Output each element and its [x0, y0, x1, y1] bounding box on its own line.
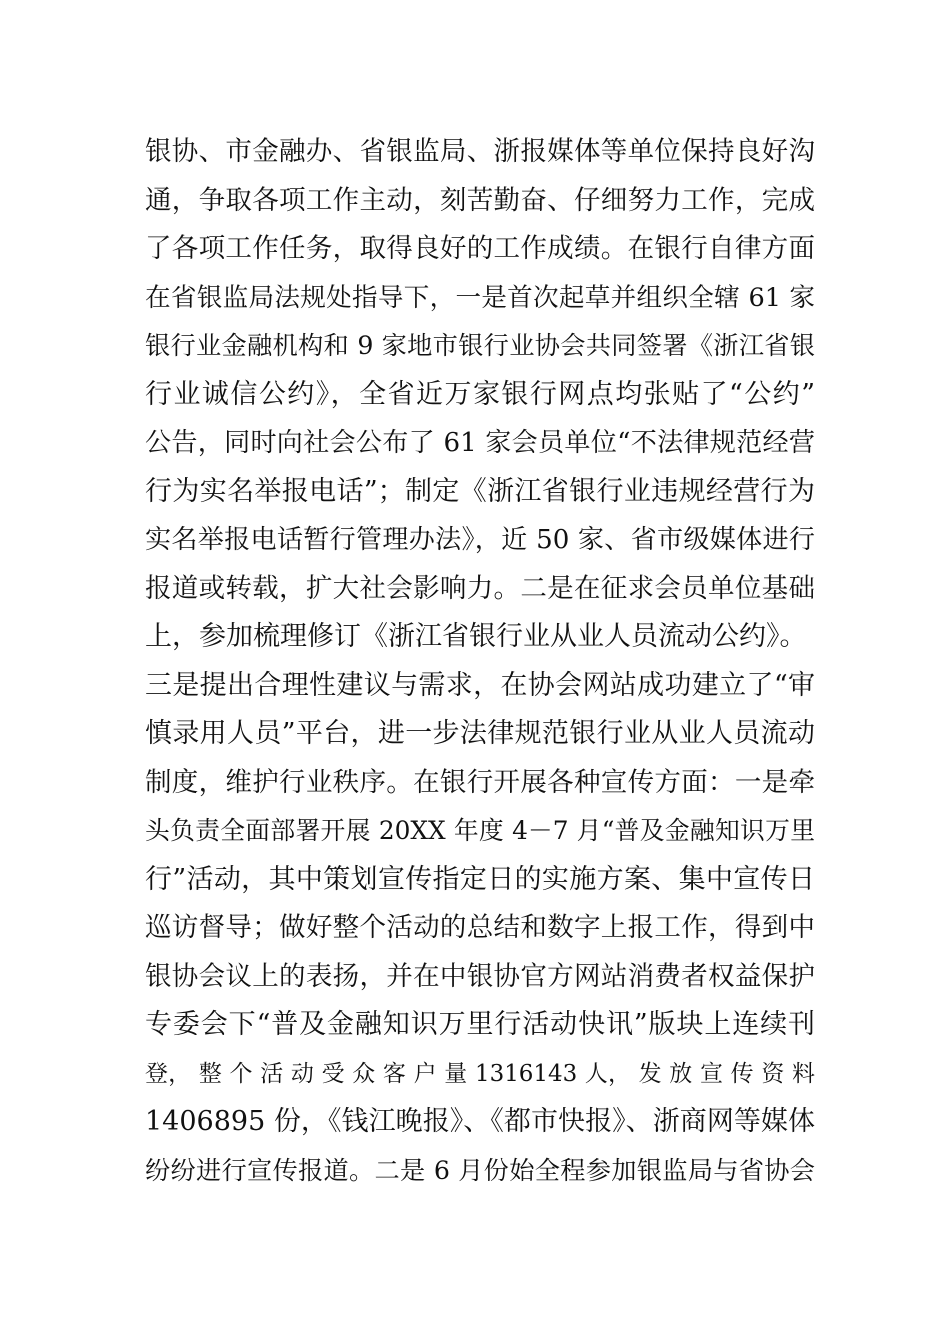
text-line: 公告，同时向社会公布了 61 家会员单位“不法律规范经营: [145, 428, 815, 458]
text-line: 通，争取各项工作主动，刻苦勤奋、仔细努力工作，完成: [145, 184, 815, 216]
text-line: 1406895 份，《钱江晚报》、《都市快报》、浙商网等媒体: [145, 1106, 815, 1137]
text-line: 登， 整 个 活 动 受 众 客 户 量 1316143 人， 发 放 宣 传 资 料: [145, 1060, 815, 1087]
text-line: 银协会议上的表扬，并在中银协官方网站消费者权益保护: [145, 960, 815, 992]
text-line: 头负责全面部署开展 20XX 年度 4－7 月“普及金融知识万里: [145, 816, 815, 845]
text-line: 上，参加梳理修订《浙江省银行业从业人员流动公约》。: [145, 621, 807, 652]
text-line: 银协、市金融办、省银监局、浙报媒体等单位保持良好沟: [145, 136, 815, 167]
text-line: 巡访督导；做好整个活动的总结和数字上报工作，得到中: [145, 912, 815, 943]
text-line: 制度，维护行业秩序。在银行开展各种宣传方面：一是牵: [145, 766, 815, 798]
text-line: 银行业金融机构和 9 家地市银行业协会共同签署《浙江省银: [145, 331, 815, 360]
text-line: 专委会下“普及金融知识万里行活动快讯”版块上连续刊: [145, 1009, 815, 1040]
text-line: 报道或转载，扩大社会影响力。二是在征求会员单位基础: [145, 572, 815, 604]
text-line: 在省银监局法规处指导下，一是首次起草并组织全辖 61 家: [145, 282, 815, 313]
text-line: 行”活动，其中策划宣传指定日的实施方案、集中宣传日: [145, 863, 815, 895]
text-line: 行为实名举报电话”；制定《浙江省银行业违规经营行为: [145, 475, 815, 507]
text-line: 纷纷进行宣传报道。二是 6 月份始全程参加银监局与省协会: [145, 1155, 815, 1185]
text-line: 行业诚信公约》，全省近万家银行网点均张贴了“公约”: [145, 378, 815, 410]
text-line: 慎录用人员”平台，进一步法律规范银行业从业人员流动: [145, 718, 815, 749]
text-line: 了各项工作任务，取得良好的工作成绩。在银行自律方面: [145, 233, 815, 264]
text-line: 实名举报电话暂行管理办法》，近 50 家、省市级媒体进行: [145, 525, 815, 555]
body-paragraph: [145, 128, 815, 1195]
text-line: 三是提出合理性建议与需求，在协会网站成功建立了“审: [145, 669, 815, 701]
